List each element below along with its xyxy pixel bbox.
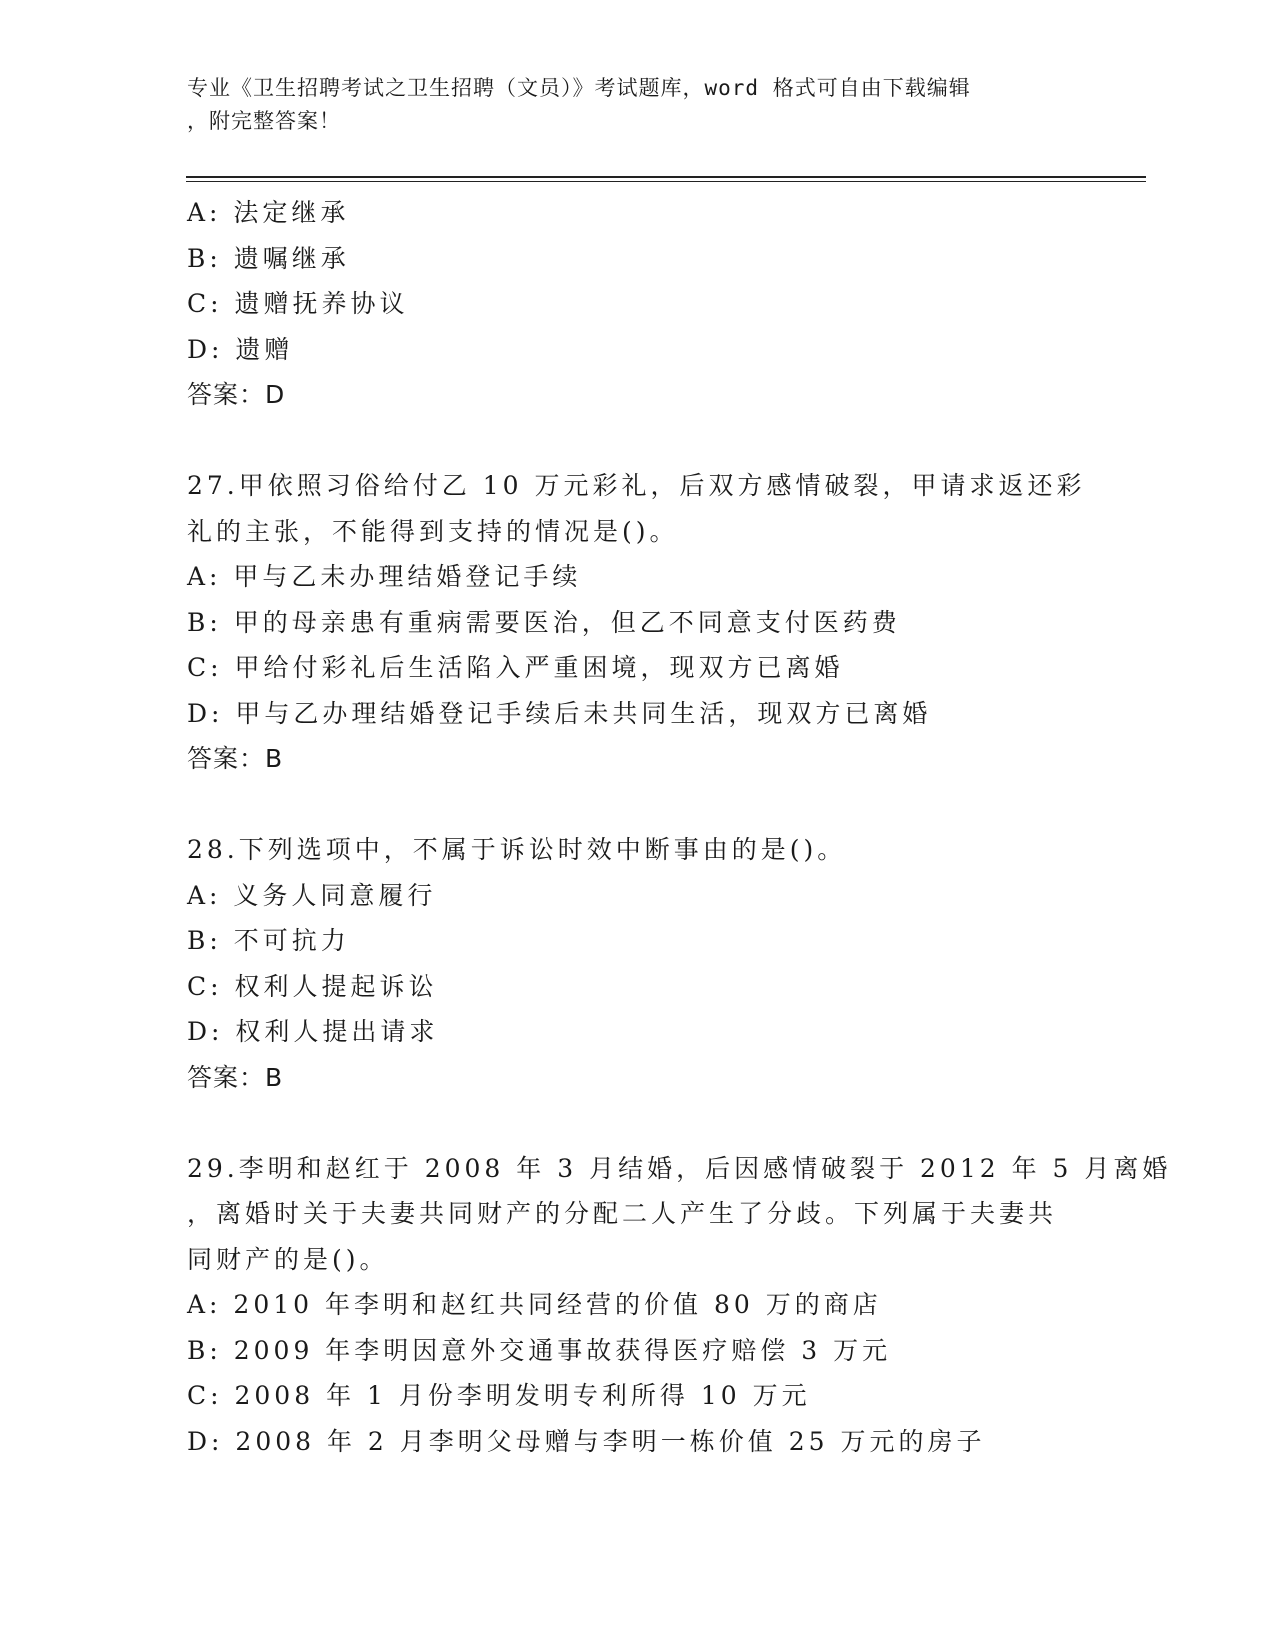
option-d: D: 甲与乙办理结婚登记手续后未共同生活，现双方已离婚	[187, 698, 932, 728]
option-c: C: 遗赠抚养协议	[187, 289, 409, 318]
question-27	[187, 463, 1087, 782]
option-d: D: 权利人提出请求	[187, 1017, 439, 1046]
question-text-line: 礼的主张，不能得到支持的情况是()。	[187, 516, 679, 546]
option-b: B: 2009 年李明因意外交通事故获得医疗赔偿 3 万元	[187, 1335, 892, 1365]
question-text-line: 29.李明和赵红于 2008 年 3 月结婚，后因感情破裂于 2012 年 5 月离婚	[187, 1153, 1172, 1183]
document-header	[187, 72, 1077, 138]
option-d: D: 遗赠	[187, 334, 294, 364]
question-text-line: 28.下列选项中，不属于诉讼时效中断事由的是()。	[187, 835, 847, 864]
option-b: B: 甲的母亲患有重病需要医治，但乙不同意支付医药费	[187, 607, 901, 637]
question-content	[187, 190, 1172, 1464]
question-28	[187, 827, 1087, 1100]
header-divider-thick	[186, 176, 1146, 178]
answer: 答案：D	[187, 380, 286, 409]
option-d: D: 2008 年 2 月李明父母赠与李明一栋价值 25 万元的房子	[187, 1426, 986, 1456]
spacer	[187, 418, 1087, 464]
question-text-line: 27.甲依照习俗给付乙 10 万元彩礼，后双方感情破裂，甲请求返还彩	[187, 471, 1086, 500]
option-a: A: 法定继承	[187, 198, 350, 227]
header-divider-thin	[186, 181, 1146, 182]
option-b: B: 不可抗力	[187, 926, 350, 955]
header-line-1: 专业《卫生招聘考试之卫生招聘（文员）》考试题库，word 格式可自由下载编辑	[187, 76, 971, 100]
spacer	[187, 782, 1087, 828]
option-c: C: 甲给付彩礼后生活陷入严重困境，现双方已离婚	[187, 653, 844, 682]
answer: 答案：B	[187, 744, 284, 773]
question-26	[187, 190, 1087, 418]
option-a: A: 2010 年李明和赵红共同经营的价值 80 万的商店	[187, 1290, 882, 1319]
spacer	[187, 1100, 1087, 1146]
question-text-line: ，离婚时关于夫妻共同财产的分配二人产生了分歧。下列属于夫妻共	[187, 1199, 1058, 1228]
option-a: A: 义务人同意履行	[187, 880, 437, 910]
option-a: A: 甲与乙未办理结婚登记手续	[187, 562, 582, 591]
question-29	[187, 1146, 1172, 1465]
question-text-line: 同财产的是()。	[187, 1244, 389, 1274]
option-b: B: 遗嘱继承	[187, 243, 350, 273]
option-c: C: 2008 年 1 月份李明发明专利所得 10 万元	[187, 1381, 811, 1410]
answer: 答案：B	[187, 1062, 284, 1092]
header-line-2: ，附完整答案！	[187, 109, 341, 133]
option-c: C: 权利人提起诉讼	[187, 971, 438, 1001]
